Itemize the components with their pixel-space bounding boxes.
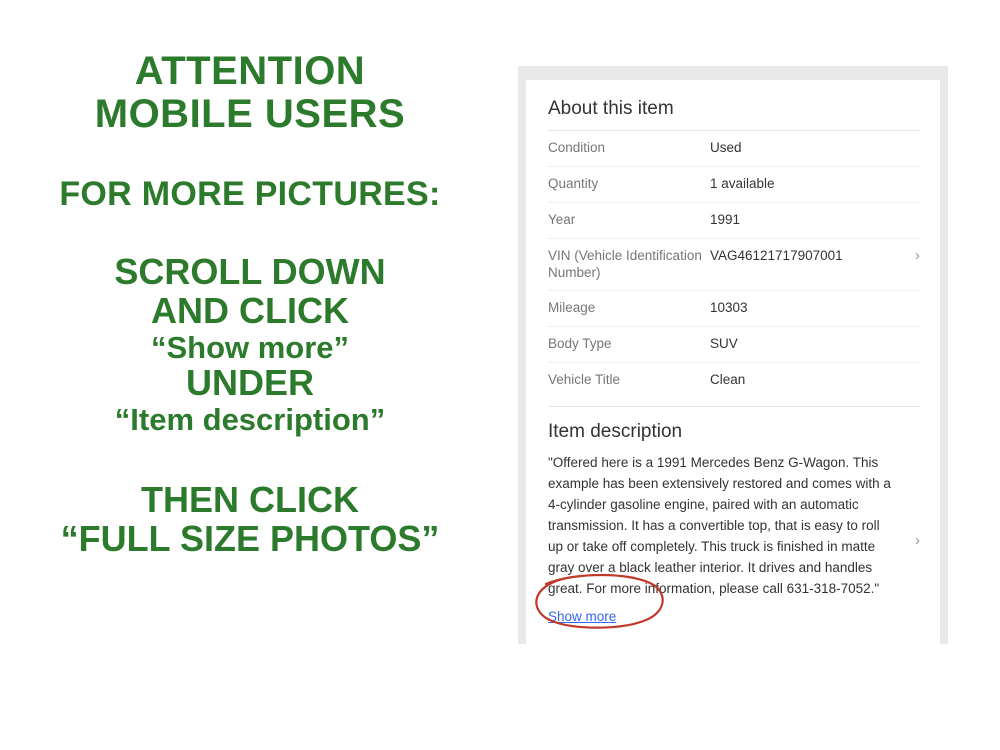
promo-line-7: UNDER xyxy=(185,362,314,404)
spec-value-condition: Used xyxy=(710,131,900,166)
promo-line-10: “FULL SIZE PHOTOS” xyxy=(60,517,440,559)
promo-group-instructions xyxy=(0,253,500,437)
about-this-item-card xyxy=(526,80,940,644)
item-description-text: "Offered here is a 1991 Mercedes Benz G-Wagon. This example has been extensively restored and comes with a 4-cylinder gasoline engine, paired with an automatic transmission. It has a convertible top, that is easy to roll up or take off completely. This truck is finished in matte gray over a black leather interior. It drives and handles great. For more information, please call 631-318-7052." xyxy=(548,455,891,596)
table-row xyxy=(548,166,920,202)
spec-value-quantity: 1 available xyxy=(710,166,900,202)
spec-label-year: Year xyxy=(548,202,710,238)
spec-label-vin: VIN (Vehicle Identification Number) xyxy=(548,238,710,291)
promo-line-3: FOR MORE PICTURES: xyxy=(59,175,441,214)
item-description-title: Item description xyxy=(548,421,683,442)
table-row xyxy=(548,327,920,363)
spec-label-condition: Condition xyxy=(548,131,710,166)
spec-chevron-body-type xyxy=(900,327,920,363)
spec-value-vin: VAG46121717907001 xyxy=(710,238,900,291)
chevron-right-icon[interactable] xyxy=(900,238,920,291)
spec-label-quantity: Quantity xyxy=(548,166,710,202)
show-more-link[interactable]: Show more xyxy=(548,609,617,625)
chevron-right-glyph: › xyxy=(915,532,920,550)
spec-chevron-condition xyxy=(900,131,920,166)
promo-spacer-3 xyxy=(0,447,500,481)
chevron-right-icon[interactable] xyxy=(898,532,920,549)
item-specifics-table xyxy=(548,131,920,398)
promo-group-attention xyxy=(0,50,500,136)
spec-value-year: 1991 xyxy=(710,202,900,238)
spec-chevron-vehicle-title xyxy=(900,363,920,398)
table-row-vin[interactable] xyxy=(548,238,920,291)
table-row xyxy=(548,363,920,398)
spec-label-vehicle-title: Vehicle Title xyxy=(548,372,621,388)
promo-line-9: THEN CLICK xyxy=(141,478,359,520)
promo-group-pictures xyxy=(0,176,500,213)
item-description-body xyxy=(548,453,898,628)
listing-screenshot-frame xyxy=(518,66,948,644)
spec-chevron-mileage xyxy=(900,291,920,327)
promo-spacer-1 xyxy=(0,146,500,176)
spec-label-body-type: Body Type xyxy=(548,327,710,363)
spec-value-body-type: SUV xyxy=(710,327,900,363)
table-row xyxy=(548,202,920,238)
table-row xyxy=(548,131,920,166)
chevron-right-glyph: › xyxy=(915,246,920,264)
promo-line-8: “Item description” xyxy=(114,402,386,438)
promo-spacer-2 xyxy=(0,223,500,253)
about-this-item-title: About this item xyxy=(548,98,674,119)
spec-value-mileage: 10303 xyxy=(710,291,900,327)
promo-line-5: AND CLICK xyxy=(151,289,349,331)
promo-line-4: SCROLL DOWN xyxy=(114,251,386,293)
item-description-section xyxy=(548,453,920,628)
promo-line-2: MOBILE USERS xyxy=(94,92,406,137)
promo-group-photos xyxy=(0,478,500,559)
spec-chevron-quantity xyxy=(900,166,920,202)
table-row xyxy=(548,291,920,327)
spec-label-mileage: Mileage xyxy=(548,291,710,327)
promo-panel xyxy=(0,50,500,568)
spec-chevron-year xyxy=(900,202,920,238)
promo-line-1: ATTENTION xyxy=(134,49,366,93)
section-divider xyxy=(548,406,920,407)
promo-line-6: “Show more” xyxy=(150,329,350,365)
spec-value-vehicle-title: Clean xyxy=(710,372,746,388)
